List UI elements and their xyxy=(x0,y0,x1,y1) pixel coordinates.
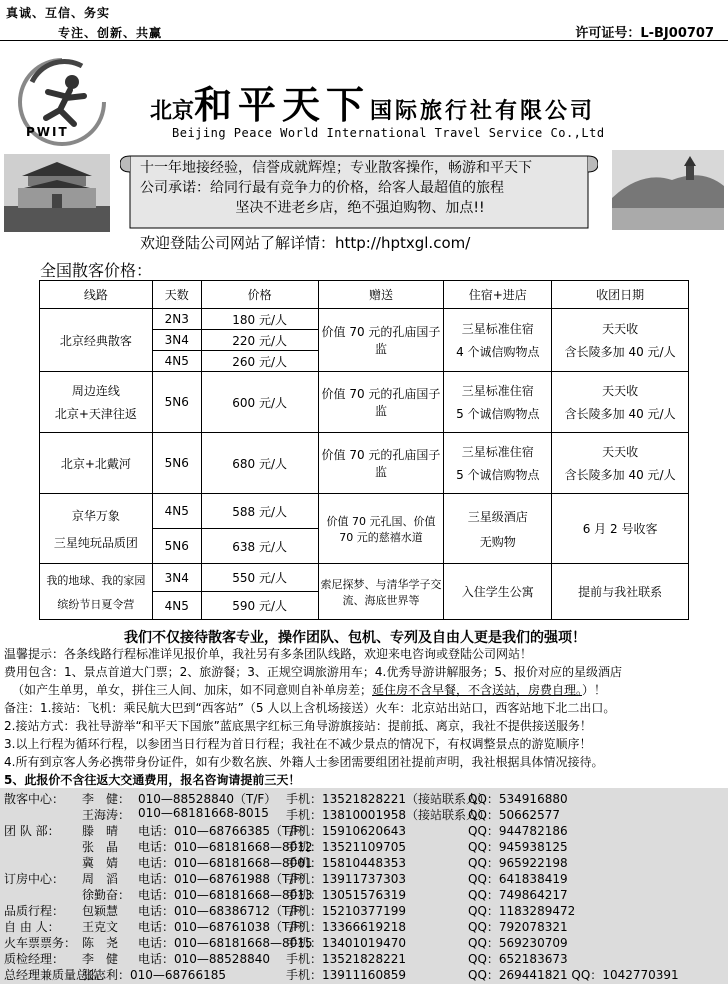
route-days: 4N5 xyxy=(152,494,201,529)
note-2: 2.接站方式：我社导游举“和平天下国旅”蓝底黑字红标三角导游旗接站：提前抵、离京，我社不提供接送服务！ xyxy=(4,719,592,733)
route-price: 550 元/人 xyxy=(201,564,318,592)
table-row xyxy=(40,433,689,494)
contact-dept: 总经理兼质量总监： xyxy=(4,968,113,982)
route-collect: 天天收 含长陵多加 40 元/人 xyxy=(552,433,689,494)
contact-name: 包颖慧 xyxy=(82,904,119,918)
contact-row xyxy=(0,966,728,982)
contact-name: 王海涛： xyxy=(82,808,131,822)
contact-phone: 电话：010—68761988（T/F） xyxy=(138,872,313,886)
contact-mobile: 手机：13521109705 xyxy=(286,840,406,854)
contact-row xyxy=(0,886,728,902)
route-name: 北京经典散客 xyxy=(40,309,153,372)
route-price: 588 元/人 xyxy=(201,494,318,529)
slogan-line-2: 专注、创新、共赢 xyxy=(58,26,163,40)
contact-name: 张 晶 xyxy=(82,840,119,854)
note-fee-2: （如产生单男，单女，拼住三人间、加床，如不同意则自补单房差；延住房不含早餐，不含送站，房费自理。）！ xyxy=(12,683,607,697)
contact-name: 李 健 xyxy=(82,952,119,966)
contact-mobile: 手机：15210377199 xyxy=(286,904,406,918)
route-gift: 价值 70 元的孔庙国子监 xyxy=(318,433,444,494)
contact-row xyxy=(0,950,728,966)
route-stay: 三星标准住宿 5 个诚信购物点 xyxy=(444,372,552,433)
highlight-statement: 我们不仅接待散客专业，操作团队、包机、专列及自由人更是我们的强项！ xyxy=(124,630,586,646)
contact-qq: QQ：965922198 xyxy=(468,856,568,870)
route-days: 3N4 xyxy=(152,330,201,351)
contact-phone: 010—88528840（T/F） xyxy=(138,792,277,806)
contact-name: 滕 晴 xyxy=(82,824,119,838)
contact-row xyxy=(0,902,728,918)
contact-row xyxy=(0,934,728,950)
note-tip: 温馨提示：各条线路行程标准详见报价单，我社另有多条团队线路，欢迎来电咨询或登陆公司网站！ xyxy=(4,647,533,661)
logo-text: PWIT xyxy=(26,125,69,139)
company-name-prefix: 北京 xyxy=(150,98,195,124)
header-route: 线路 xyxy=(40,281,153,309)
contact-phone: 电话：010—88528840 xyxy=(138,952,270,966)
contact-mobile: 手机：13911737303 xyxy=(286,872,406,886)
route-days: 4N5 xyxy=(152,351,201,372)
notes-block xyxy=(4,645,724,789)
contact-mobile: 手机：13401019470 xyxy=(286,936,406,950)
contact-qq: QQ：945938125 xyxy=(468,840,568,854)
route-collect: 6 月 2 号收客 xyxy=(552,494,689,564)
company-name-suffix: 国际旅行社有限公司 xyxy=(370,98,596,124)
contact-dept: 质检经理： xyxy=(4,952,65,966)
route-days: 5N6 xyxy=(152,372,201,433)
route-collect: 天天收 含长陵多加 40 元/人 xyxy=(552,309,689,372)
contact-dept: 散客中心： xyxy=(4,792,65,806)
contact-name: 陈 尧 xyxy=(82,936,119,950)
route-stay: 三星标准住宿 4 个诚信购物点 xyxy=(444,309,552,372)
contact-dept: 团 队 部： xyxy=(4,824,60,838)
price-table xyxy=(39,280,689,620)
note-fee-1: 费用包含：1、景点首道大门票；2、旅游餐；3、正规空调旅游用车；4.优秀导游讲解服务；5、报价对应的星级酒店 xyxy=(4,665,622,679)
contact-row xyxy=(0,854,728,870)
header-divider xyxy=(0,40,728,41)
route-price: 638 元/人 xyxy=(201,529,318,564)
route-name: 北京+北戴河 xyxy=(40,433,153,494)
route-days: 5N6 xyxy=(152,529,201,564)
contact-phone: 电话：010—68181668—8013 xyxy=(138,888,313,902)
route-gift: 价值 70 元的孔庙国子监 xyxy=(318,372,444,433)
header-collect: 收团日期 xyxy=(552,281,689,309)
contact-phone: 电话：010—68181668—8001 xyxy=(138,856,313,870)
contact-mobile: 手机：13366619218 xyxy=(286,920,406,934)
contact-name: 李 健： xyxy=(82,792,131,806)
route-price: 220 元/人 xyxy=(201,330,318,351)
table-row xyxy=(40,309,689,330)
promo-line-2: 公司承诺：给同行最有竞争力的价格，给客人最超值的旅程 xyxy=(140,180,504,196)
contact-phone: 电话：010—68386712（T/F） xyxy=(138,904,313,918)
company-name xyxy=(150,74,595,129)
contact-mobile: 手机：13521828221（接站联系人） xyxy=(286,792,490,806)
contact-qq: QQ：1183289472 xyxy=(468,904,576,918)
contact-qq: QQ：50662577 xyxy=(468,808,560,822)
contact-dept: 火车票票务： xyxy=(4,936,77,950)
contact-row xyxy=(0,838,728,854)
contact-row xyxy=(0,806,728,822)
contact-dept: 自 由 人： xyxy=(4,920,60,934)
route-price: 180 元/人 xyxy=(201,309,318,330)
contact-name: 张志利：010—68766185 xyxy=(82,968,226,982)
company-name-core: 和平天下 xyxy=(194,82,371,127)
contact-qq: QQ：749864217 xyxy=(468,888,568,902)
contact-qq: QQ：641838419 xyxy=(468,872,568,886)
header-days: 天数 xyxy=(152,281,201,309)
route-name: 周边连线 北京+天津往返 xyxy=(40,372,153,433)
contact-name: 周 滔 xyxy=(82,872,119,886)
contact-name: 冀 婧 xyxy=(82,856,119,870)
contact-qq: QQ：792078321 xyxy=(468,920,568,934)
contact-row xyxy=(0,822,728,838)
contact-mobile: 手机：13051576319 xyxy=(286,888,406,902)
contact-qq: QQ：652183673 xyxy=(468,952,568,966)
header-price: 价格 xyxy=(201,281,318,309)
route-stay: 入住学生公寓 xyxy=(444,564,552,620)
contact-qq: QQ：269441821 QQ：1042770391 xyxy=(468,968,679,982)
route-price: 600 元/人 xyxy=(201,372,318,433)
contact-mobile: 手机：13810001958（接站联系人） xyxy=(286,808,490,822)
contact-qq: QQ：944782186 xyxy=(468,824,568,838)
promo-line-1: 十一年地接经验，信誉成就辉煌；专业散客操作，畅游和平天下 xyxy=(140,160,532,176)
route-days: 3N4 xyxy=(152,564,201,592)
route-price: 260 元/人 xyxy=(201,351,318,372)
contact-mobile: 手机：15810448353 xyxy=(286,856,406,870)
promo-line-3: 坚决不进老乡店，绝不强迫购物、加点!! xyxy=(235,200,485,216)
tiananmen-photo xyxy=(4,154,110,232)
route-name: 京华万象 三星纯玩品质团 xyxy=(40,494,153,564)
route-collect: 提前与我社联系 xyxy=(552,564,689,620)
contact-phone: 电话：010—68766385（T/F） xyxy=(138,824,313,838)
route-stay: 三星级酒店 无购物 xyxy=(444,494,552,564)
note-3: 3.以上行程为循环行程，以参团当日行程为首日行程；我社在不减少景点的情况下，有权调整景点的游览顺序！ xyxy=(4,737,592,751)
contact-qq: QQ：569230709 xyxy=(468,936,568,950)
route-collect: 天天收 含长陵多加 40 元/人 xyxy=(552,372,689,433)
note-1: 备注：1.接站：飞机：乘民航大巴到“西客站”（5 人以上含机场接送）火车：北京站出站口，西客站地下北二出口。 xyxy=(4,701,616,715)
company-english-name: Beijing Peace World International Travel Service Co.,Ltd xyxy=(172,126,605,140)
note-5: 5、此报价不含往返大交通费用，报名咨询请提前三天！ xyxy=(4,773,301,787)
route-days: 4N5 xyxy=(152,592,201,620)
route-stay: 三星标准住宿 5 个诚信购物点 xyxy=(444,433,552,494)
contact-phone: 电话：010—68181668—8012 xyxy=(138,840,313,854)
contact-phone: 010—68181668-8015 xyxy=(138,806,269,820)
route-price: 590 元/人 xyxy=(201,592,318,620)
contact-row xyxy=(0,870,728,886)
contact-dept: 订房中心： xyxy=(4,872,65,886)
contact-qq: QQ：534916880 xyxy=(468,792,568,806)
contact-phone: 电话：010—68181668—8015 xyxy=(138,936,313,950)
route-name: 我的地球、我的家园 缤纷节日夏令营 xyxy=(40,564,153,620)
contact-phone: 电话：010—68761038（T/F） xyxy=(138,920,313,934)
license-number: 许可证号：L-BJ00707 xyxy=(575,26,714,41)
contact-mobile: 手机：15910620643 xyxy=(286,824,406,838)
route-price: 680 元/人 xyxy=(201,433,318,494)
table-header-row xyxy=(40,281,689,309)
route-gift: 价值 70 元的孔庙国子监 xyxy=(318,309,444,372)
contact-row xyxy=(0,790,728,806)
header-gift: 赠送 xyxy=(318,281,444,309)
price-section-title: 全国散客价格： xyxy=(40,261,153,280)
table-row xyxy=(40,494,689,529)
contact-row xyxy=(0,918,728,934)
contacts-panel xyxy=(0,788,728,984)
slogan-line-1: 真诚、互信、务实 xyxy=(6,6,111,20)
summer-palace-photo xyxy=(612,150,724,230)
contact-mobile: 手机：13521828221 xyxy=(286,952,406,966)
header-stay: 住宿+进店 xyxy=(444,281,552,309)
website-notice: 欢迎登陆公司网站了解详情：http://hptxgl.com/ xyxy=(140,234,471,252)
route-days: 5N6 xyxy=(152,433,201,494)
table-row xyxy=(40,564,689,592)
route-gift: 价值 70 元孔国、价值 70 元的慈禧水道 xyxy=(318,494,444,564)
promo-text xyxy=(140,158,580,218)
table-row xyxy=(40,372,689,433)
contact-mobile: 手机：13911160859 xyxy=(286,968,406,982)
note-4: 4.所有到京客人务必携带身份证件，如有少数名族、外籍人士参团需要组团社提前声明，我社根据具体情况接待。 xyxy=(4,755,604,769)
route-gift: 索尼探梦、与清华学子交流、海底世界等 xyxy=(318,564,444,620)
contact-name: 徐勤奋： xyxy=(82,888,131,902)
contact-dept: 品质行程： xyxy=(4,904,65,918)
route-days: 2N3 xyxy=(152,309,201,330)
contact-name: 王克文 xyxy=(82,920,119,934)
